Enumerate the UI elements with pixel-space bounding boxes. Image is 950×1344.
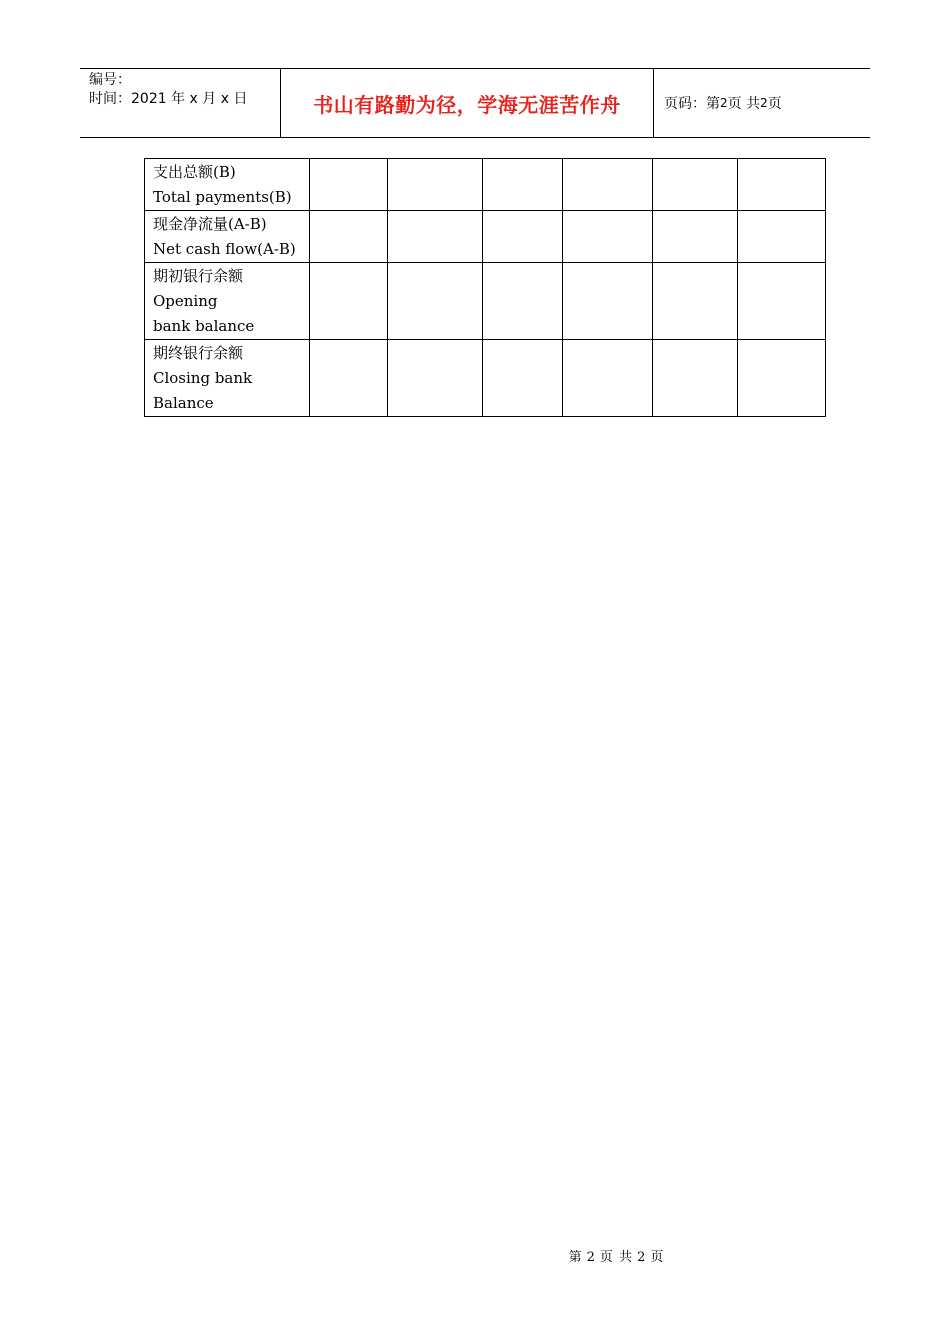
table-cell[interactable] [388,211,483,263]
table-row-net-cash-flow [145,211,826,263]
table-cell[interactable] [653,211,738,263]
row-label-cell [145,340,310,417]
table-row-total-payments [145,159,826,211]
table-cell[interactable] [388,263,483,340]
row-label-cell [145,211,310,263]
table-cell[interactable] [483,263,563,340]
table-cell[interactable] [483,340,563,417]
table-cell[interactable] [483,159,563,211]
row-label-cell [145,263,310,340]
table-cell[interactable] [653,340,738,417]
header-motto: 书山有路勤为径，学海无涯苦作舟 [281,69,654,137]
label-zh: 现金净流量(A-B) [153,215,267,233]
label-en: Net cash flow(A-B) [153,240,296,258]
date-rest: 年 x 月 x 日 [166,91,248,107]
time-label: 时间： [89,91,131,107]
label-en-2: Balance [153,394,214,412]
footer-mid: 页 共 [599,1250,634,1265]
footer-suffix: 页 [650,1250,665,1265]
label-zh: 期终银行余额 [153,344,244,362]
label-en-2: bank balance [153,317,255,335]
table-cell[interactable] [563,159,653,211]
page-suffix: 页 [767,96,782,112]
table-cell[interactable] [738,159,826,211]
footer-total: 2 [637,1250,647,1265]
table-cell[interactable] [310,340,388,417]
table-cell[interactable] [738,263,826,340]
table-cell[interactable] [388,340,483,417]
document-date [89,90,280,109]
page-footer [0,1246,950,1265]
label-en: Total payments(B) [153,188,292,206]
page-prefix: 页码：第 [664,96,720,112]
table-cell[interactable] [310,263,388,340]
table-cell[interactable] [310,211,388,263]
table-cell[interactable] [483,211,563,263]
table-cell[interactable] [653,159,738,211]
table-cell[interactable] [563,340,653,417]
date-year: 2021 [131,91,167,107]
table-cell[interactable] [653,263,738,340]
page-header [80,68,870,138]
label-zh: 期初银行余额 [153,267,244,285]
table-row-opening-balance [145,263,826,340]
table-row-closing-balance [145,340,826,417]
document-number-label: 编号： [89,72,131,88]
footer-prefix: 第 [568,1250,583,1265]
footer-current: 2 [586,1250,596,1265]
cash-flow-table [144,158,826,417]
table-cell[interactable] [563,263,653,340]
page-total: 2 [760,96,768,110]
header-meta [80,69,281,137]
table-cell[interactable] [563,211,653,263]
table-cell[interactable] [388,159,483,211]
label-zh: 支出总额(B) [153,163,236,181]
label-en-1: Closing bank [153,369,253,387]
table-cell[interactable] [738,340,826,417]
row-label-cell [145,159,310,211]
header-page-indicator [654,69,870,137]
table-cell[interactable] [310,159,388,211]
page-mid: 页 共 [727,96,761,112]
table-cell[interactable] [738,211,826,263]
page-current: 2 [720,96,728,110]
label-en-1: Opening [153,292,218,310]
